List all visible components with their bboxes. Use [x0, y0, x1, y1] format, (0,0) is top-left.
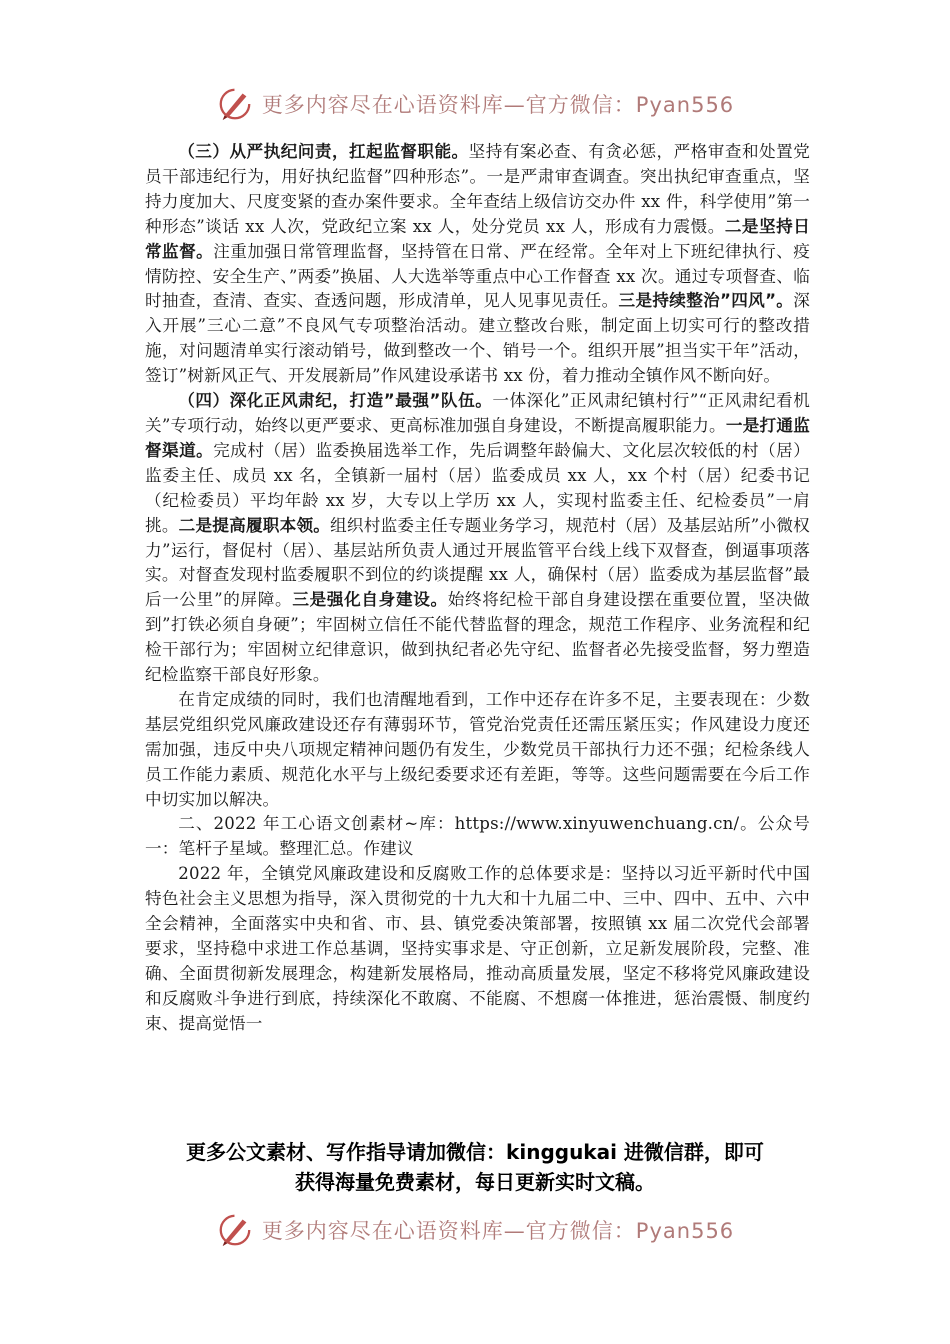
- text-run: 完成村（居）监委换届选举工作，先后调整年龄偏大、文化层次较低的村（居）监委主任、成员 xx 名，全镇新一届村（居）监委成员 xx 人，xx 个村（居）纪委书记（纪检委员）平均年龄 xx 岁，大专以上学历 xx 人，实现村监委主任、纪检委员”一肩挑。: [145, 440, 810, 535]
- text-run: 坚持有案必查、有贪必惩，严格审查和处置党员干部违纪行为，用好执纪监督”四种形态”。一是严肃审查调查。突出执纪审查重点，坚持力度加大、尺度变紧的查办案件要求。全年查结上级信访交办件 xx 件，科学使用”第一种形态”谈话 xx 人次，党政纪立案 xx 人，处分党员 xx 人，形成有力震慑。: [145, 142, 810, 236]
- paragraph: [145, 862, 810, 1036]
- text-run: 2022 年，全镇党风廉政建设和反腐败工作的总体要求是：坚持以习近平新时代中国特色社会主义思想为指导，深入贯彻党的十九大和十九届二中、三中、四中、五中、六中全会精神，全面落实中央和省、市、县、镇党委决策部署，按照镇 xx 届二次党代会部署要求，坚持稳中求进工作总基调，坚持实事求是、守正创新，立足新发展阶段，完整、准确、全面贯彻新发展理念，构建新发展格局，推动高质量发展，坚定不移将党风廉政建设和反腐败斗争进行到底，持续深化不敢腐、不能腐、不想腐一体推进，惩治震慑、制度约束、提高觉悟一: [145, 864, 810, 1033]
- footer-notice-line2: 获得海量免费素材，每日更新实时文稿。: [295, 1170, 655, 1194]
- footer-watermark-text: 更多内容尽在心语资料库—官方微信：Pyan556: [261, 1219, 735, 1243]
- paragraph: [145, 812, 810, 862]
- bold-heading-run: 三是持续整治”四风”。: [618, 291, 794, 311]
- footer-notice: [120, 1137, 830, 1197]
- header-watermark-text: 更多内容尽在心语资料库—官方微信：Pyan556: [261, 93, 735, 117]
- bold-heading-run: 一是打通监督渠道。: [145, 415, 810, 460]
- paragraph: [145, 389, 810, 688]
- bold-heading-run: （四）深化正风肃纪，打造”最强”队伍。: [178, 391, 493, 411]
- text-run: 组织村监委主任专题业务学习，规范村（居）及基层站所”小微权力”运行，督促村（居）、基层站所负责人通过开展监管平台线上线下双督查，倒逼事项落实。对督查发现村监委履职不到位的约谈提醒 xx 人，确保村（居）监委成为基层监督”最后一公里”的屏障。: [145, 515, 810, 610]
- document-body: [145, 140, 810, 1037]
- text-run: 始终将纪检干部自身建设摆在重要位置，坚决做到”打铁必须自身硬”；牢固树立信任不能代替监督的理念，规范工作程序、业务流程和纪检干部行为；牢固树立纪律意识，做到执纪者必先守纪、监督者必先接受监督，努力塑造纪检监察干部良好形象。: [145, 590, 810, 685]
- bold-heading-run: （三）从严执纪问责，扛起监督职能。: [178, 142, 469, 161]
- footer-notice-line1: 更多公文素材、写作指导请加微信：kinggukai 进微信群，即可: [186, 1140, 764, 1164]
- pen-logo-icon: [216, 1211, 254, 1249]
- text-run: 一体深化”正风肃纪镇村行”“正风肃纪看机关”专项行动，始终以更严要求、更高标准加强自身建设，不断提高履职能力。: [145, 391, 810, 435]
- text-run: 注重加强日常管理监督，坚持管在日常、严在经常。全年对上下班纪律执行、疫情防控、安全生产、”两委”换届、人大选举等重点中心工作督查 xx 次。通过专项督查、临时抽查，查清、查实、查透问题，形成清单，见人见事见责任。: [145, 241, 810, 311]
- text-run: 二、2022 年工心语文创素材~库：https://www.xinyuwenchuang.cn/。公众号一：笔杆子星域。整理汇总。作建议: [145, 814, 810, 859]
- bold-heading-run: 三是强化自身建设。: [292, 590, 448, 610]
- pen-logo-icon: [216, 85, 254, 123]
- paragraph: [145, 688, 810, 813]
- bold-heading-run: 二是提高履职本领。: [178, 515, 331, 535]
- text-run: 深入开展”三心二意”不良风气专项整治活动。建立整改台账，制定面上切实可行的整改措施，对问题清单实行滚动销号，做到整改一个、销号一个。组织开展”担当实干年”活动，签订”树新风正气、开发展新局”作风建设承诺书 xx 份，着力推动全镇作风不断向好。: [145, 291, 810, 386]
- header-watermark-banner: [0, 84, 950, 124]
- footer-watermark-banner: [0, 1210, 950, 1250]
- paragraph: [145, 140, 810, 389]
- bold-heading-run: 二是坚持日常监督。: [145, 216, 811, 261]
- text-run: 在肯定成绩的同时，我们也清醒地看到，工作中还存在许多不足，主要表现在：少数基层党组织党风廉政建设还存有薄弱环节，管党治党责任还需压紧压实；作风建设力度还需加强，违反中央八项规定精神问题仍有发生，少数党员干部执行力还不强；纪检条线人员工作能力素质、规范化水平与上级纪委要求还有差距，等等。这些问题需要在今后工作中切实加以解决。: [145, 689, 810, 809]
